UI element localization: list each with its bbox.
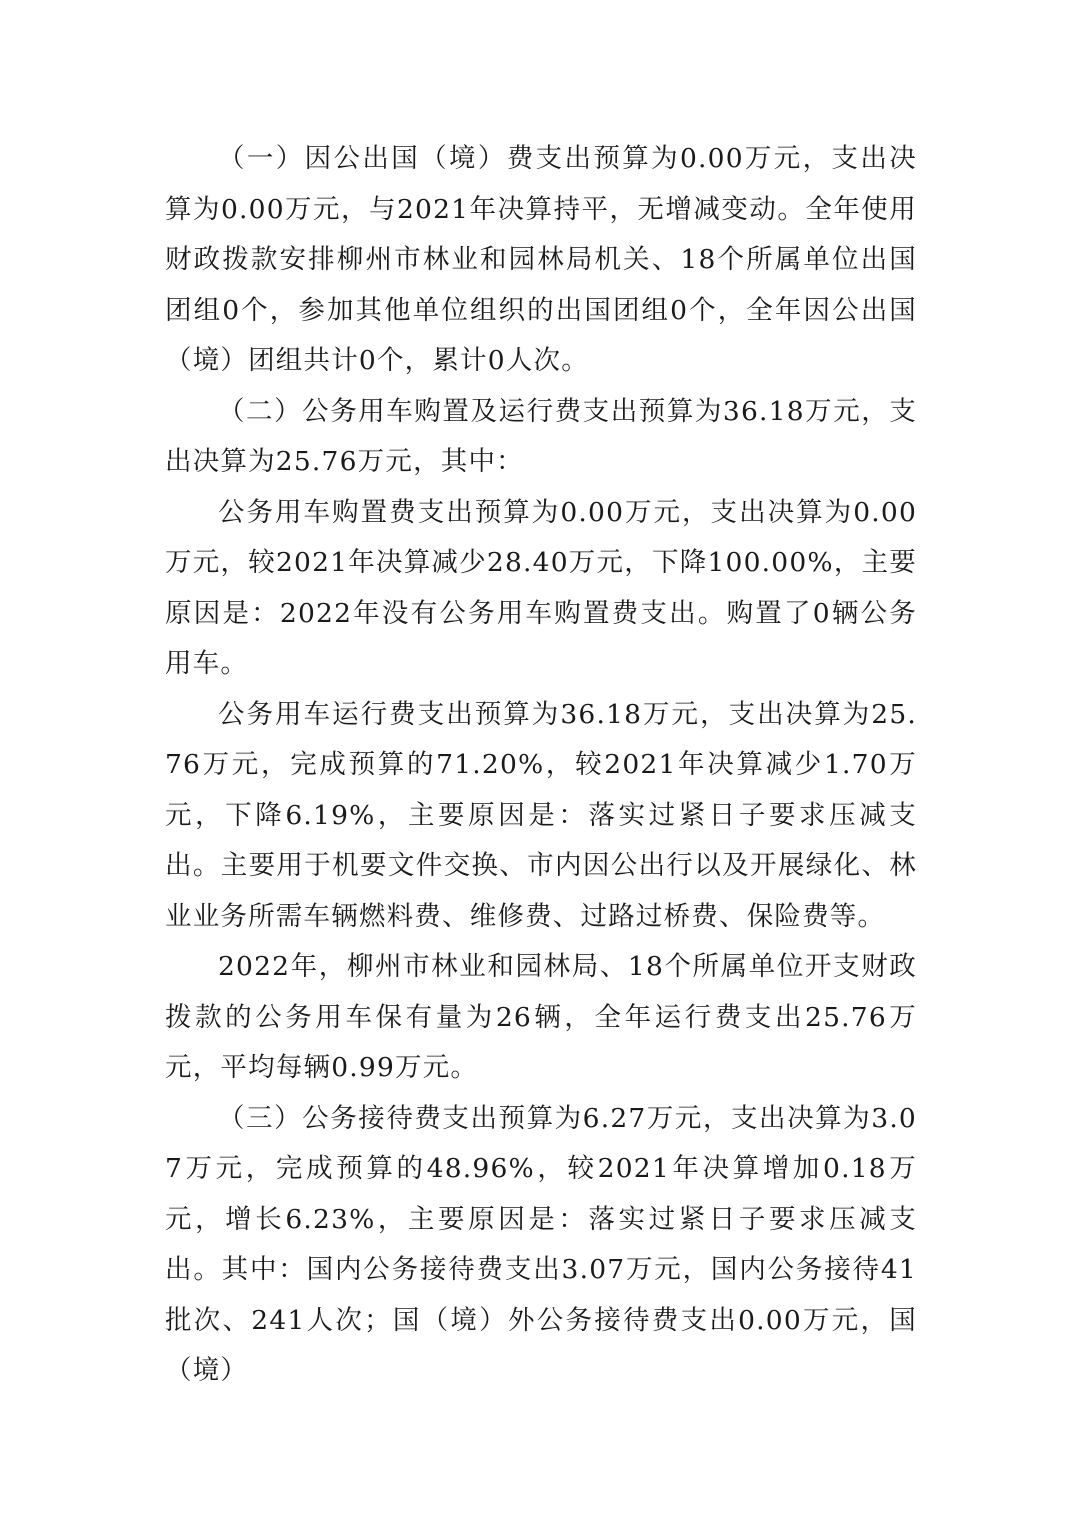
paragraph-vehicle-fleet: 2022年，柳州市林业和园林局、18个所属单位开支财政拨款的公务用车保有量为26辆，全年运行费支出25.76万元，平均每辆0.99万元。 (165, 951, 917, 1083)
paragraph-vehicle-purchase: 公务用车购置费支出预算为0.00万元，支出决算为0.00万元，较2021年决算减少28.40万元，下降100.00%，主要原因是：2022年没有公务用车购置费支出。购置了0辆公务用车。 (165, 496, 917, 679)
paragraph-outbound-travel: （一）因公出国（境）费支出预算为0.00万元，支出决算为0.00万元，与2021年决算持平，无增减变动。全年使用财政拨款安排柳州市林业和园林局机关、18个所属单位出国团组0个，参加其他单位组织的出国团组0个，全年因公出国（境）团组共计0个，累计0人次。 (165, 143, 917, 376)
paragraph-vehicle-operation: 公务用车运行费支出预算为36.18万元，支出决算为25.76万元，完成预算的71.20%，较2021年决算减少1.70万元，下降6.19%，主要原因是：落实过紧日子要求压减支出。主要用于机要文件交换、市内因公出行以及开展绿化、林业业务所需车辆燃料费、维修费、过路过桥费、保险费等。 (165, 698, 917, 932)
document-body (165, 134, 917, 1397)
paragraph-reception: （三）公务接待费支出预算为6.27万元，支出决算为3.07万元，完成预算的48.96%，较2021年决算增加0.18万元，增长6.23%，主要原因是：落实过紧日子要求压减支出。其中：国内公务接待费支出3.07万元，国内公务接待41批次、241人次；国（境）外公务接待费支出0.00万元，国（境） (165, 1102, 917, 1386)
paragraph-vehicle-summary: （二）公务用车购置及运行费支出预算为36.18万元，支出决算为25.76万元，其中： (165, 395, 917, 477)
